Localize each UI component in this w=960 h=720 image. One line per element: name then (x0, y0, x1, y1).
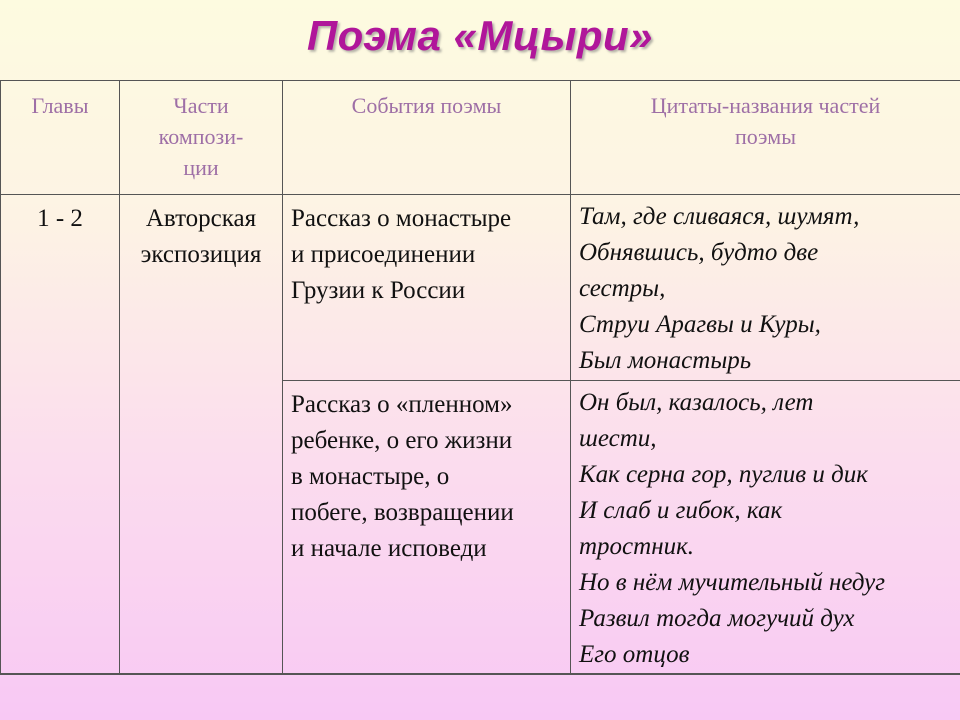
header-composition-line: компози- (158, 124, 244, 149)
quote-line: сестры, (579, 275, 666, 302)
table-header-row (1, 81, 960, 195)
cell-events (283, 195, 571, 381)
header-events: События поэмы (283, 81, 571, 195)
header-composition-line: Части (173, 93, 229, 118)
quote-line: Развил тогда могучий дух (579, 605, 855, 632)
table-row (1, 195, 960, 381)
event-line: побеге, возвращении (291, 499, 514, 526)
header-quotes (571, 81, 960, 195)
event-line: ребенке, о его жизни (291, 427, 513, 454)
quote-line: Обнявшись, будто две (579, 239, 819, 266)
event-line: Грузии к России (291, 277, 466, 304)
quote-line: Был монастырь (579, 347, 752, 374)
quote-line: шести, (579, 425, 657, 452)
table-bottom-divider (0, 674, 960, 675)
quote-line: И слаб и гибок, как (579, 497, 783, 524)
cell-quote (571, 381, 960, 674)
quote-line: Струи Арагвы и Куры, (579, 311, 821, 338)
header-quotes-line: Цитаты-названия частей (650, 93, 881, 118)
event-line: Рассказ о монастыре (291, 205, 512, 232)
header-composition-line: ции (183, 155, 219, 180)
quote-line: Он был, казалось, лет (579, 389, 814, 416)
composition-line: экспозиция (140, 241, 262, 268)
cell-chapters: 1 - 2 (1, 195, 120, 674)
event-line: и присоединении (291, 241, 476, 268)
header-quotes-line: поэмы (735, 124, 796, 149)
event-line: в монастыре, о (291, 463, 450, 490)
header-chapters: Главы (1, 81, 120, 195)
cell-quote (571, 195, 960, 381)
header-composition (120, 81, 283, 195)
quote-line: Но в нём мучительный недуг (579, 569, 886, 596)
event-line: и начале исповеди (291, 535, 487, 562)
quote-line: Его отцов (579, 641, 690, 668)
page-title: Поэма «Мцыри» (306, 12, 654, 59)
quote-line: тростник. (579, 533, 695, 560)
cell-events (283, 381, 571, 674)
composition-line: Авторская (145, 205, 257, 232)
quote-line: Там, где сливаяся, шумят, (579, 203, 860, 230)
quote-line: Как серна гор, пуглив и дик (579, 461, 868, 488)
event-line: Рассказ о «пленном» (291, 391, 513, 418)
poem-structure-table (0, 80, 960, 674)
cell-composition (120, 195, 283, 674)
